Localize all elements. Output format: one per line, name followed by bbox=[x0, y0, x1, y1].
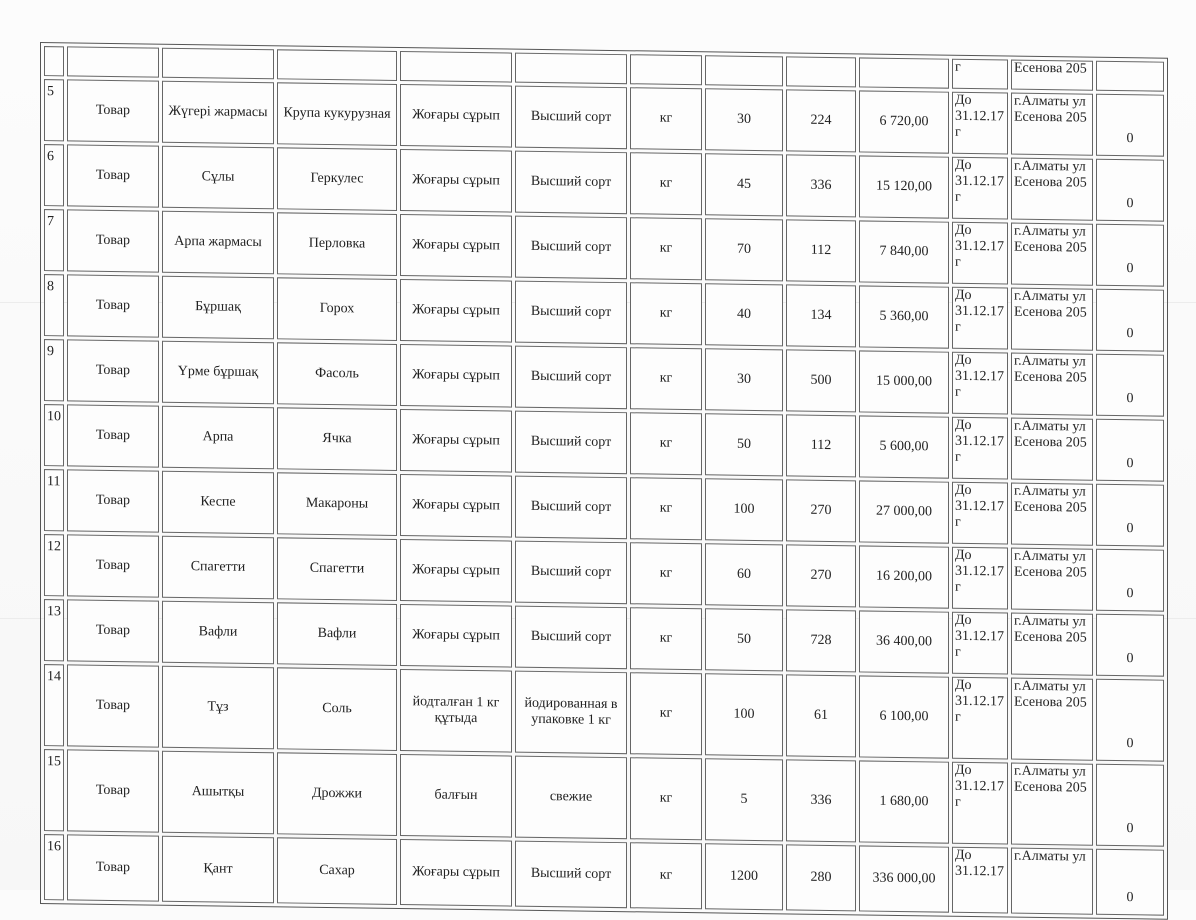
cell-grade-kz: балғын bbox=[400, 754, 512, 838]
cell-term: До 31.12.17 bbox=[952, 847, 1008, 914]
cell-balance: 0 bbox=[1096, 484, 1164, 547]
table-row bbox=[44, 209, 1164, 287]
cell-unit: кг bbox=[630, 412, 702, 475]
cell-grade-kz: Жоғары сұрып bbox=[400, 149, 512, 213]
table-row bbox=[44, 404, 1164, 482]
table-row bbox=[44, 534, 1164, 612]
cell-grade-kz: Жоғары сұрып bbox=[400, 604, 512, 668]
cell-type: Товар bbox=[67, 749, 159, 832]
cell-num: 5 bbox=[44, 79, 64, 141]
cell-grade-ru: Высший сорт bbox=[515, 151, 627, 215]
cell-name-ru bbox=[277, 49, 397, 81]
cell-grade-ru: Высший сорт bbox=[515, 411, 627, 475]
cell-num: 6 bbox=[44, 144, 64, 206]
cell-grade-kz bbox=[400, 51, 512, 83]
cell-num: 16 bbox=[44, 834, 64, 900]
cell-qty: 40 bbox=[705, 283, 783, 346]
cell-sum: 7 840,00 bbox=[859, 220, 949, 283]
cell-balance: 0 bbox=[1096, 849, 1164, 916]
table-row bbox=[44, 144, 1164, 222]
cell-price bbox=[786, 56, 856, 87]
cell-unit bbox=[630, 54, 702, 85]
cell-sum: 6 720,00 bbox=[859, 90, 949, 153]
cell-unit: кг bbox=[630, 542, 702, 605]
cell-balance: 0 bbox=[1096, 94, 1164, 157]
cell-name-ru: Вафли bbox=[277, 602, 397, 666]
cell-term: До 31.12.17 г bbox=[952, 287, 1008, 350]
cell-price: 134 bbox=[786, 284, 856, 347]
cell-grade-kz: Жоғары сұрып bbox=[400, 344, 512, 408]
cell-term: До 31.12.17 г bbox=[952, 222, 1008, 285]
cell-name-kz: Сұлы bbox=[162, 146, 274, 210]
cell-num: 7 bbox=[44, 209, 64, 271]
cell-grade-kz: Жоғары сұрып bbox=[400, 84, 512, 148]
cell-sum bbox=[859, 57, 949, 88]
cell-name-ru: Фасоль bbox=[277, 342, 397, 406]
cell-num: 12 bbox=[44, 534, 64, 596]
goods-table bbox=[40, 42, 1168, 920]
cell-address: г.Алматы ул Есенова 205 bbox=[1011, 763, 1093, 846]
cell-unit: кг bbox=[630, 217, 702, 280]
table-row bbox=[44, 79, 1164, 157]
cell-type: Товар bbox=[67, 274, 159, 337]
table-row bbox=[44, 749, 1164, 847]
cell-qty: 100 bbox=[705, 673, 783, 756]
cell-grade-kz: Жоғары сұрып bbox=[400, 474, 512, 538]
cell-grade-ru: Высший сорт bbox=[515, 841, 627, 909]
cell-sum: 5 360,00 bbox=[859, 285, 949, 348]
cell-type: Товар bbox=[67, 339, 159, 402]
cell-grade-ru: йодированная в упаковке 1 кг bbox=[515, 671, 627, 755]
cell-grade-ru bbox=[515, 53, 627, 85]
cell-grade-kz: йодталған 1 кг құтыда bbox=[400, 669, 512, 753]
cell-address: г.Алматы ул Есенова 205 bbox=[1011, 483, 1093, 546]
cell-unit: кг bbox=[630, 282, 702, 345]
cell-address: г.Алматы ул Есенова 205 bbox=[1011, 548, 1093, 611]
cell-price: 280 bbox=[786, 844, 856, 911]
cell-term: До 31.12.17 г bbox=[952, 417, 1008, 480]
cell-name-ru: Крупа кукурузная bbox=[277, 82, 397, 146]
cell-qty: 60 bbox=[705, 543, 783, 606]
cell-address: г.Алматы ул Есенова 205 bbox=[1011, 613, 1093, 676]
cell-grade-ru: Высший сорт bbox=[515, 281, 627, 345]
cell-balance: 0 bbox=[1096, 354, 1164, 417]
cell-name-ru: Дрожжи bbox=[277, 752, 397, 836]
cell-name-kz: Жүгері жармасы bbox=[162, 81, 274, 145]
table-row bbox=[44, 664, 1164, 762]
cell-price: 336 bbox=[786, 759, 856, 842]
cell-type: Товар bbox=[67, 834, 159, 901]
cell-num: 13 bbox=[44, 599, 64, 661]
cell-type: Товар bbox=[67, 144, 159, 207]
cell-term: До 31.12.17 г bbox=[952, 612, 1008, 675]
cell-unit: кг bbox=[630, 607, 702, 670]
table-row bbox=[44, 599, 1164, 677]
goods-table-wrapper bbox=[40, 42, 1168, 920]
cell-balance: 0 bbox=[1096, 764, 1164, 847]
cell-qty: 50 bbox=[705, 413, 783, 476]
cell-term: г bbox=[952, 59, 1008, 90]
cell-sum: 15 000,00 bbox=[859, 350, 949, 413]
cell-sum: 36 400,00 bbox=[859, 610, 949, 673]
cell-unit: кг bbox=[630, 842, 702, 909]
cell-address: г.Алматы ул Есенова 205 bbox=[1011, 93, 1093, 156]
cell-price: 336 bbox=[786, 154, 856, 217]
cell-address: г.Алматы ул Есенова 205 bbox=[1011, 678, 1093, 761]
cell-qty: 100 bbox=[705, 478, 783, 541]
cell-price: 270 bbox=[786, 544, 856, 607]
cell-qty: 1200 bbox=[705, 843, 783, 910]
cell-grade-ru: Высший сорт bbox=[515, 606, 627, 670]
cell-name-ru: Макароны bbox=[277, 472, 397, 536]
cell-balance bbox=[1096, 61, 1164, 92]
cell-name-kz: Спагетти bbox=[162, 536, 274, 600]
cell-term: До 31.12.17 г bbox=[952, 482, 1008, 545]
cell-unit: кг bbox=[630, 672, 702, 755]
cell-grade-ru: Высший сорт bbox=[515, 216, 627, 280]
cell-price: 500 bbox=[786, 349, 856, 412]
cell-price: 112 bbox=[786, 414, 856, 477]
cell-address: г.Алматы ул bbox=[1011, 848, 1093, 915]
cell-num: 10 bbox=[44, 404, 64, 466]
cell-sum: 336 000,00 bbox=[859, 845, 949, 912]
cell-name-ru: Горох bbox=[277, 277, 397, 341]
cell-type: Товар bbox=[67, 79, 159, 142]
cell-name-kz: Ашытқы bbox=[162, 751, 274, 835]
cell-name-ru: Перловка bbox=[277, 212, 397, 276]
cell-qty: 70 bbox=[705, 218, 783, 281]
cell-grade-kz: Жоғары сұрып bbox=[400, 214, 512, 278]
cell-sum: 27 000,00 bbox=[859, 480, 949, 543]
cell-type: Товар bbox=[67, 534, 159, 597]
cell-price: 270 bbox=[786, 479, 856, 542]
cell-name-kz: Үрме бұршақ bbox=[162, 341, 274, 405]
cell-qty: 30 bbox=[705, 348, 783, 411]
cell-price: 61 bbox=[786, 674, 856, 757]
cell-term: До 31.12.17 г bbox=[952, 157, 1008, 220]
cell-type: Товар bbox=[67, 664, 159, 747]
cell-grade-kz: Жоғары сұрып bbox=[400, 839, 512, 907]
cell-grade-ru: Высший сорт bbox=[515, 346, 627, 410]
cell-balance: 0 bbox=[1096, 679, 1164, 762]
cell-name-kz: Арпа жармасы bbox=[162, 211, 274, 275]
cell-grade-ru: Высший сорт bbox=[515, 476, 627, 540]
cell-unit: кг bbox=[630, 152, 702, 215]
cell-name-ru: Спагетти bbox=[277, 537, 397, 601]
cell-grade-ru: Высший сорт bbox=[515, 541, 627, 605]
cell-unit: кг bbox=[630, 347, 702, 410]
cell-qty bbox=[705, 55, 783, 86]
cell-name-kz bbox=[162, 48, 274, 80]
table-row bbox=[44, 834, 1164, 916]
cell-num: 15 bbox=[44, 749, 64, 831]
cell-type: Товар bbox=[67, 404, 159, 467]
cell-name-kz: Тұз bbox=[162, 666, 274, 750]
cell-sum: 5 600,00 bbox=[859, 415, 949, 478]
cell-type bbox=[67, 46, 159, 77]
cell-address: г.Алматы ул Есенова 205 bbox=[1011, 288, 1093, 351]
cell-grade-ru: свежие bbox=[515, 756, 627, 840]
cell-name-ru: Ячка bbox=[277, 407, 397, 471]
cell-name-ru: Соль bbox=[277, 667, 397, 751]
cell-type: Товар bbox=[67, 469, 159, 532]
cell-unit: кг bbox=[630, 87, 702, 150]
cell-grade-kz: Жоғары сұрып bbox=[400, 279, 512, 343]
cell-name-kz: Бұршақ bbox=[162, 276, 274, 340]
cell-unit: кг bbox=[630, 757, 702, 840]
cell-address: г.Алматы ул Есенова 205 bbox=[1011, 418, 1093, 481]
cell-term: До 31.12.17 г bbox=[952, 92, 1008, 155]
cell-term: До 31.12.17 г bbox=[952, 762, 1008, 845]
cell-name-kz: Арпа bbox=[162, 406, 274, 470]
cell-unit: кг bbox=[630, 477, 702, 540]
cell-term: До 31.12.17 г bbox=[952, 352, 1008, 415]
table-row bbox=[44, 469, 1164, 547]
cell-balance: 0 bbox=[1096, 224, 1164, 287]
cell-balance: 0 bbox=[1096, 159, 1164, 222]
table-row bbox=[44, 339, 1164, 417]
cell-name-ru: Сахар bbox=[277, 837, 397, 905]
cell-address: г.Алматы ул Есенова 205 bbox=[1011, 158, 1093, 221]
cell-name-ru: Геркулес bbox=[277, 147, 397, 211]
cell-sum: 1 680,00 bbox=[859, 760, 949, 843]
cell-grade-kz: Жоғары сұрып bbox=[400, 539, 512, 603]
cell-balance: 0 bbox=[1096, 549, 1164, 612]
cell-name-kz: Вафли bbox=[162, 601, 274, 665]
cell-sum: 16 200,00 bbox=[859, 545, 949, 608]
cell-num: 14 bbox=[44, 664, 64, 746]
cell-sum: 6 100,00 bbox=[859, 675, 949, 758]
cell-term: До 31.12.17 г bbox=[952, 677, 1008, 760]
cell-qty: 30 bbox=[705, 88, 783, 151]
cell-price: 728 bbox=[786, 609, 856, 672]
cell-qty: 5 bbox=[705, 758, 783, 841]
cell-name-kz: Кеспе bbox=[162, 471, 274, 535]
cell-address: г.Алматы ул Есенова 205 bbox=[1011, 353, 1093, 416]
cell-num: 11 bbox=[44, 469, 64, 531]
cell-type: Товар bbox=[67, 599, 159, 662]
cell-grade-kz: Жоғары сұрып bbox=[400, 409, 512, 473]
cell-qty: 45 bbox=[705, 153, 783, 216]
cell-price: 112 bbox=[786, 219, 856, 282]
cell-price: 224 bbox=[786, 89, 856, 152]
cell-num: 9 bbox=[44, 339, 64, 401]
cell-num bbox=[44, 46, 64, 76]
cell-qty: 50 bbox=[705, 608, 783, 671]
cell-name-kz: Қант bbox=[162, 836, 274, 904]
cell-balance: 0 bbox=[1096, 614, 1164, 677]
cell-term: До 31.12.17 г bbox=[952, 547, 1008, 610]
cell-grade-ru: Высший сорт bbox=[515, 86, 627, 150]
table-row bbox=[44, 274, 1164, 352]
cell-balance: 0 bbox=[1096, 289, 1164, 352]
cell-type: Товар bbox=[67, 209, 159, 272]
cell-num: 8 bbox=[44, 274, 64, 336]
cell-address: г.Алматы ул Есенова 205 bbox=[1011, 223, 1093, 286]
cell-sum: 15 120,00 bbox=[859, 155, 949, 218]
cell-address: Есенова 205 bbox=[1011, 60, 1093, 91]
cell-balance: 0 bbox=[1096, 419, 1164, 482]
